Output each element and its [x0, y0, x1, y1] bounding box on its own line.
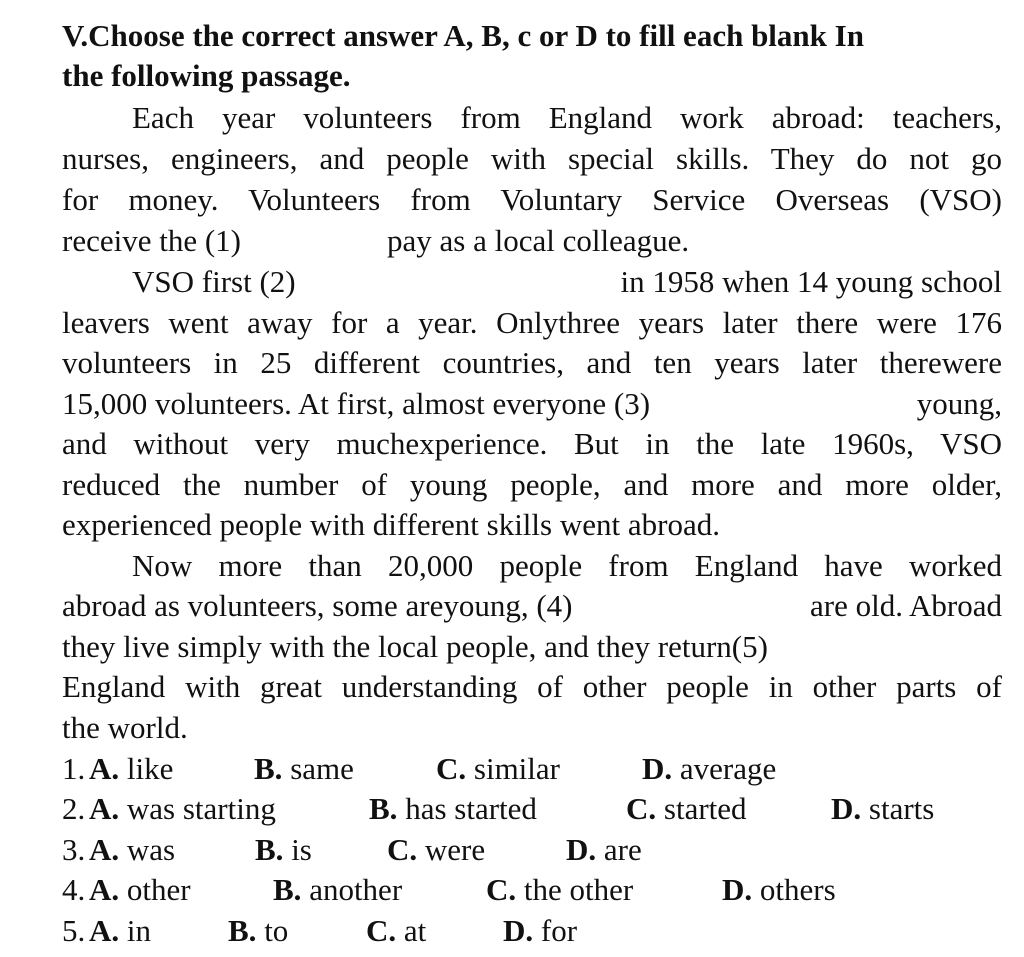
passage-line: the world. — [62, 710, 188, 745]
option-4a[interactable]: A. other — [89, 872, 191, 907]
question-number: 2. — [62, 791, 86, 826]
line-text-before-blank-3: 15,000 volunteers. At first, almost everyone (3) — [62, 386, 651, 421]
passage-line: volunteers in 25 different countries, and ten years later therewere — [62, 345, 1002, 380]
line-text-after-blank-2: in 1958 when 14 young school — [620, 264, 1002, 299]
section-heading — [62, 16, 1006, 96]
line-text-before-blank-1: receive the (1) — [62, 223, 241, 258]
heading-line-2: the following passage. — [62, 58, 351, 93]
option-1d[interactable]: D. average — [642, 751, 777, 786]
passage-line: reduced the number of young people, and more and more older, — [62, 467, 1002, 502]
option-4c[interactable]: C. the other — [486, 872, 634, 907]
line-text-before-blank-2: VSO first (2) — [132, 264, 296, 299]
line-text-after-blank-1: pay as a local colleague. — [387, 223, 690, 258]
option-4d[interactable]: D. others — [722, 872, 836, 907]
option-1a[interactable]: A. like — [89, 751, 174, 786]
passage-line — [62, 384, 1002, 424]
passage-line: and without very muchexperience. But in the late 1960s, VSO — [62, 426, 1002, 461]
option-4b[interactable]: B. another — [273, 872, 403, 907]
passage-line — [760, 586, 1002, 626]
passage-line: England with great understanding of other people in other parts of — [62, 669, 1002, 704]
option-5d[interactable]: D. for — [503, 913, 578, 948]
option-3b[interactable]: B. is — [255, 832, 312, 867]
passage-line: experienced people with different skills went abroad. — [62, 507, 720, 542]
passage-line: Now more than 20,000 people from England have worked — [132, 548, 1002, 583]
option-3c[interactable]: C. were — [387, 832, 486, 867]
option-2a[interactable]: A. was starting — [89, 791, 276, 826]
option-1b[interactable]: B. same — [254, 751, 354, 786]
passage-line — [62, 221, 1002, 261]
option-2d[interactable]: D. starts — [831, 791, 935, 826]
question-number: 5. — [62, 913, 86, 948]
passage-line: for money. Volunteers from Voluntary Service Overseas (VSO) — [62, 182, 1002, 217]
passage-line — [518, 262, 1002, 302]
question-number: 1. — [62, 751, 86, 786]
passage-line: nurses, engineers, and people with special skills. They do not go — [62, 141, 1002, 176]
option-1c[interactable]: C. similar — [436, 751, 560, 786]
passage-line: they live simply with the local people, and they return(5) — [62, 629, 768, 664]
line-text-after-blank-3: young, — [916, 386, 1002, 421]
option-3a[interactable]: A. was — [89, 832, 176, 867]
question-number: 3. — [62, 832, 86, 867]
heading-line-1: V.Choose the correct answer A, B, c or D to fill each blank In — [62, 18, 864, 53]
option-3d[interactable]: D. are — [566, 832, 642, 867]
line-text-after-blank-4: are old. Abroad — [810, 588, 1002, 623]
option-2c[interactable]: C. started — [626, 791, 747, 826]
passage-line: leavers went away for a year. Onlythree years later there were 176 — [62, 305, 1002, 340]
question-number: 4. — [62, 872, 86, 907]
passage-line — [880, 384, 1002, 424]
option-5c[interactable]: C. at — [366, 913, 427, 948]
passage-line: Each year volunteers from England work abroad: teachers, — [132, 100, 1002, 135]
option-5b[interactable]: B. to — [228, 913, 289, 948]
line-text-before-blank-4: abroad as volunteers, some areyoung, (4) — [62, 588, 573, 623]
option-2b[interactable]: B. has started — [369, 791, 537, 826]
option-5a[interactable]: A. in — [89, 913, 152, 948]
